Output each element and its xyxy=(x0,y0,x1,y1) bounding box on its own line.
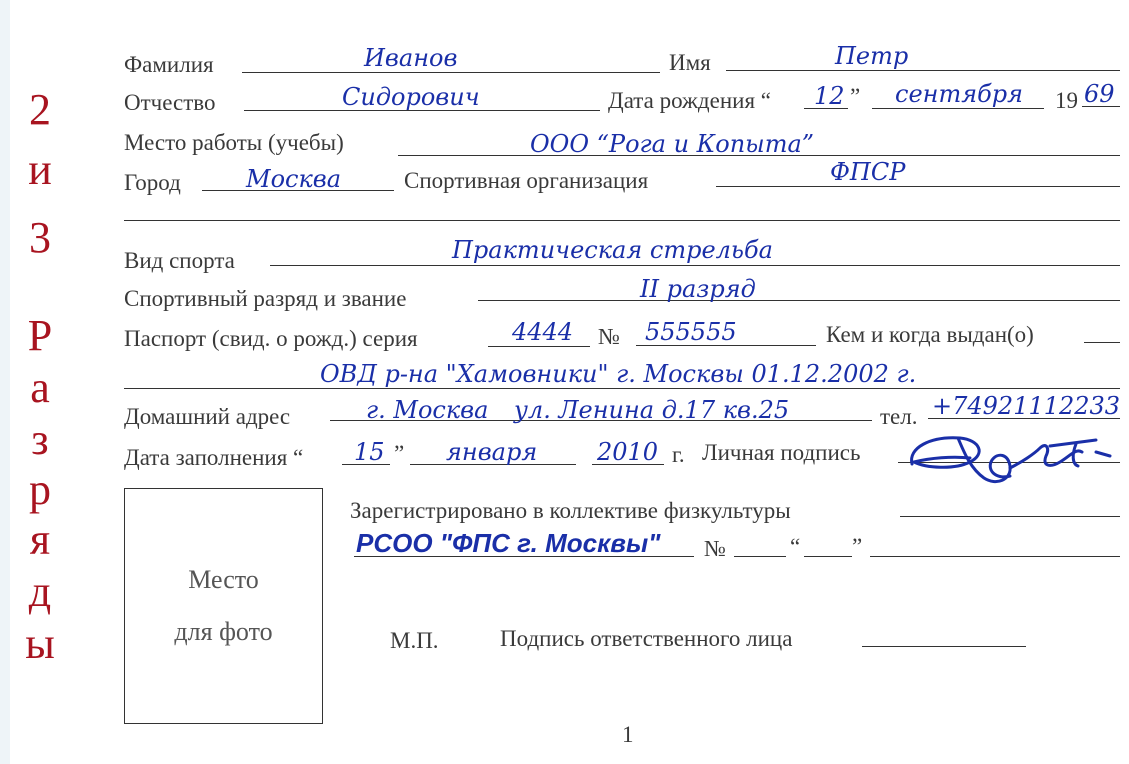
sport-label: Вид спорта xyxy=(124,248,235,273)
fill-month-value[interactable]: января xyxy=(446,438,538,466)
address-label: Домашний адрес xyxy=(124,404,291,429)
sidebar xyxy=(0,0,80,764)
sidebar-char: я xyxy=(29,515,51,564)
issued-label: Кем и когда выдан(о) xyxy=(826,322,1034,347)
sidebar-char: 3 xyxy=(29,213,51,262)
sidebar-char: а xyxy=(30,363,50,412)
workplace-value[interactable]: ООО “Рога и Копыта” xyxy=(530,130,815,158)
sport-value[interactable]: Практическая стрельба xyxy=(452,236,773,264)
organization-line xyxy=(354,556,694,557)
sport-line xyxy=(270,265,1120,266)
name-line xyxy=(726,70,1120,71)
sport-org-label: Спортивная организация xyxy=(404,168,649,193)
extra-line xyxy=(124,220,1120,221)
registered-line xyxy=(900,516,1120,517)
passport-number-value[interactable]: 555555 xyxy=(645,318,737,346)
sidebar-char: д xyxy=(28,567,52,616)
fill-date-label: Дата заполнения “ xyxy=(124,445,304,470)
year-suffix: г. xyxy=(672,442,685,467)
city-value[interactable]: Москва xyxy=(246,165,342,193)
issued-value[interactable]: ОВД р-на "Хамовники" г. Москвы 01.12.2002 г. xyxy=(320,360,917,388)
dob-year-value[interactable]: 69 xyxy=(1084,80,1115,108)
address-city-value[interactable]: г. Москва xyxy=(366,396,489,424)
photo-label-line2: для фото xyxy=(174,617,273,646)
page-number: 1 xyxy=(622,722,634,747)
passport-no-label: № xyxy=(598,324,620,349)
rank-line xyxy=(478,300,1120,301)
surname-value[interactable]: Иванов xyxy=(364,44,458,72)
tel-label: тел. xyxy=(880,404,918,429)
reg-no-label: № xyxy=(704,536,726,561)
surname-line xyxy=(242,72,660,73)
rank-label: Спортивный разряд и звание xyxy=(124,286,407,311)
name-label: Имя xyxy=(669,50,711,75)
sidebar-char: р xyxy=(29,465,51,514)
sidebar-char: 2 xyxy=(29,85,51,134)
stamp-place-label: М.П. xyxy=(390,628,439,653)
fill-day-value[interactable]: 15 xyxy=(354,438,385,466)
sidebar-char: ы xyxy=(25,619,55,668)
passport-series-line xyxy=(488,346,590,347)
dob-month-value[interactable]: сентября xyxy=(895,80,1024,108)
reg-no-line xyxy=(734,556,786,557)
passport-series-value[interactable]: 4444 xyxy=(512,318,574,346)
reg-quote-open: “ xyxy=(790,534,801,559)
fill-quote: ” xyxy=(394,441,405,466)
patronymic-label: Отчество xyxy=(124,90,216,115)
reg-day-line xyxy=(804,556,852,557)
page-edge xyxy=(0,0,10,764)
photo-placeholder xyxy=(124,488,323,724)
fill-year-value[interactable]: 2010 xyxy=(597,438,659,466)
sidebar-char: з xyxy=(31,415,49,464)
signature-label: Личная подпись xyxy=(702,440,861,465)
organization-value[interactable]: РСОО "ФПС г. Москвы" xyxy=(356,528,661,558)
sport-org-value[interactable]: ФПСР xyxy=(830,158,906,186)
responsible-sign-label: Подпись ответственного лица xyxy=(500,626,793,651)
responsible-sign-line xyxy=(862,646,1026,647)
reg-quote-close: ” xyxy=(852,534,863,559)
address-street-value[interactable]: ул. Ленина д.17 кв.25 xyxy=(514,396,790,424)
passport-label: Паспорт (свид. о рожд.) серия xyxy=(124,326,418,351)
name-value[interactable]: Петр xyxy=(835,42,909,70)
workplace-label: Место работы (учебы) xyxy=(124,130,344,155)
sidebar-char: Р xyxy=(27,311,53,360)
dob-label: Дата рождения “ xyxy=(608,88,771,113)
dob-day-value[interactable]: 12 xyxy=(814,82,845,110)
rank-value[interactable]: II разряд xyxy=(640,275,756,303)
reg-date-line xyxy=(870,556,1120,557)
city-label: Город xyxy=(124,170,181,195)
dob-month-line xyxy=(872,108,1044,109)
sidebar-char: и xyxy=(28,145,52,194)
surname-label: Фамилия xyxy=(124,52,214,77)
issued-line xyxy=(124,388,1120,389)
photo-label-line1: Место xyxy=(188,565,259,594)
signature-scribble xyxy=(900,418,1120,494)
dob-century: 19 xyxy=(1055,88,1078,113)
sport-org-line xyxy=(716,186,1120,187)
patronymic-value[interactable]: Сидорович xyxy=(342,83,480,111)
dob-quote: ” xyxy=(850,84,861,109)
registered-label: Зарегистрировано в коллективе физкультуры xyxy=(350,498,791,523)
phone-value[interactable]: +74921112233 xyxy=(932,392,1121,420)
issued-tail-line xyxy=(1084,342,1120,343)
